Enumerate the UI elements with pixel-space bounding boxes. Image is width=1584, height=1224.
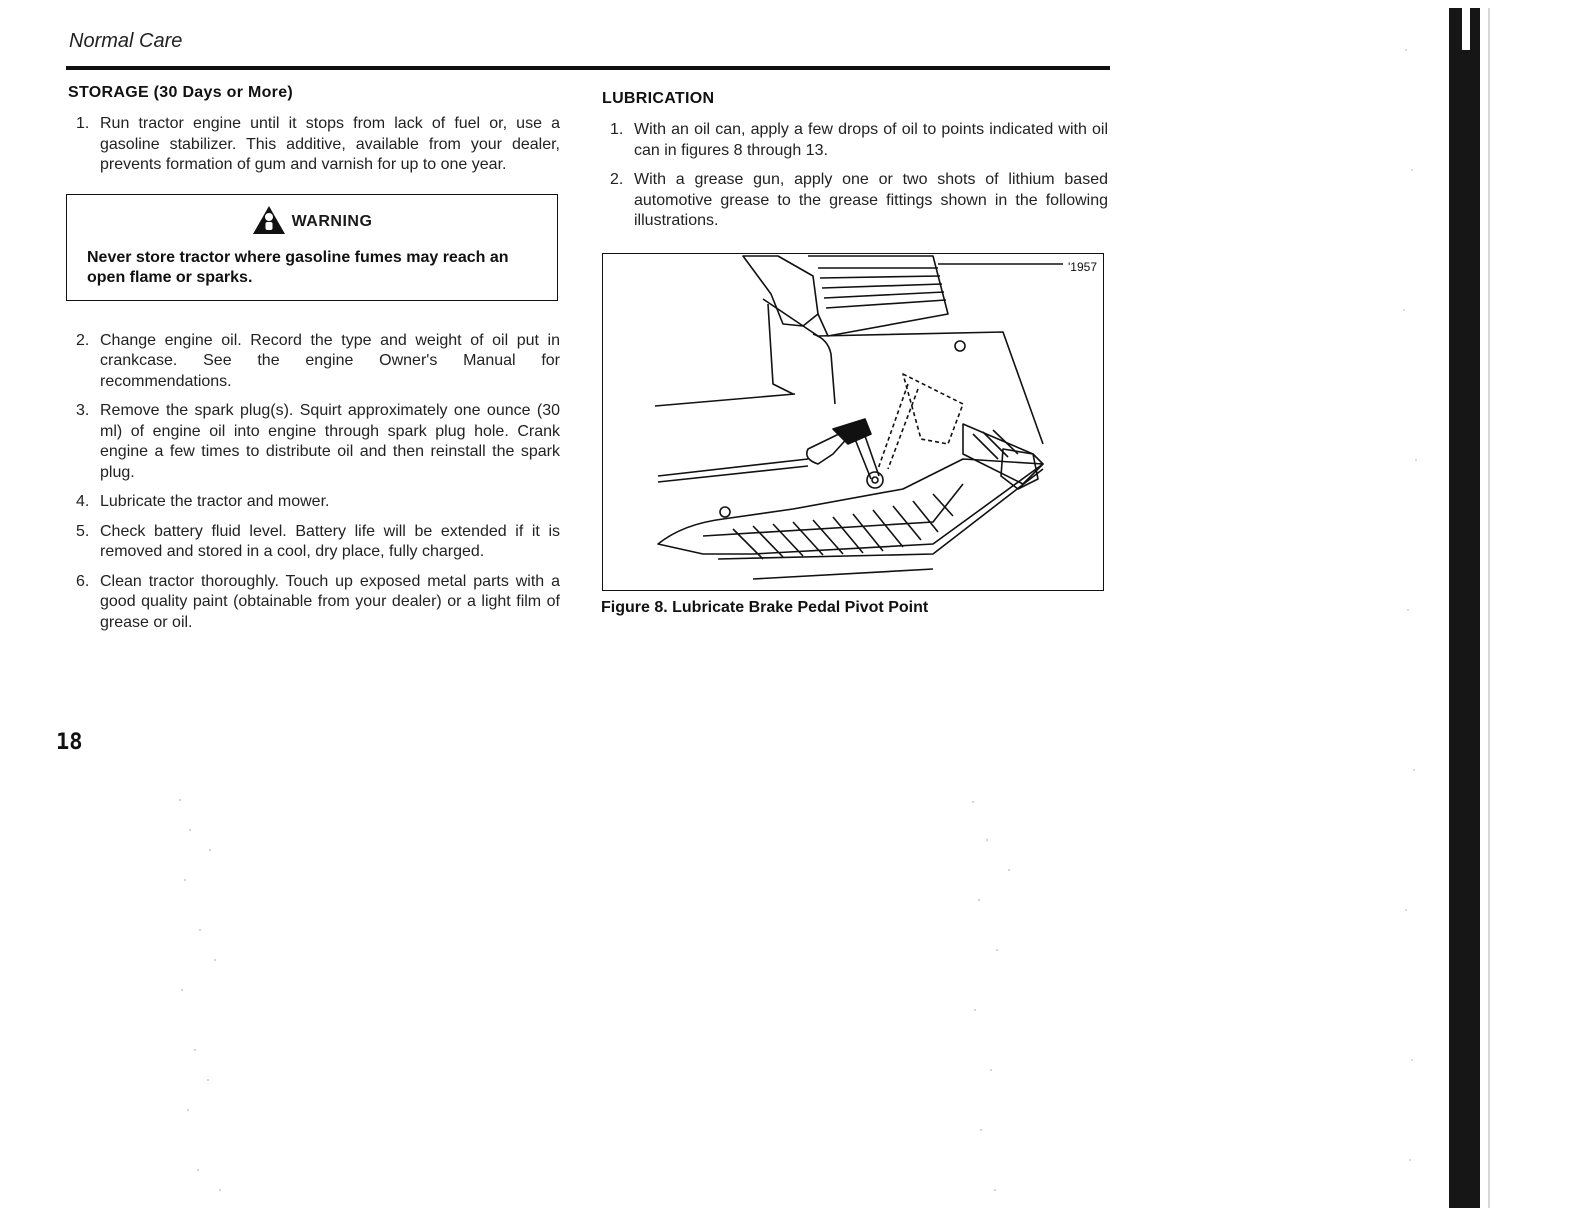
step-text: With a grease gun, apply one or two shots of lithium based automotive grease to the grease fittings shown in the following illustrations. [634, 171, 1108, 229]
list-item [68, 522, 560, 563]
warning-title: WARNING [291, 213, 373, 230]
step-number: 1. [76, 115, 90, 132]
step-text: Check battery fluid level. Battery life will be extended if it is removed and stored in a cool, dry place, fully charged. [100, 522, 560, 560]
list-item [68, 492, 560, 513]
list-item [68, 572, 560, 634]
warning-triangle-icon [252, 205, 286, 240]
scan-edge-line [1488, 8, 1490, 1208]
step-number: 3. [76, 402, 90, 419]
figure-caption: Figure 8. Lubricate Brake Pedal Pivot Point [601, 599, 929, 616]
step-number: 5. [76, 522, 90, 540]
page-number: 18 [56, 730, 83, 755]
page-header: Normal Care [69, 30, 183, 52]
lubrication-heading: LUBRICATION [602, 90, 715, 107]
warning-box [66, 194, 558, 301]
storage-steps-list-continued [68, 331, 560, 634]
storage-section [68, 84, 560, 642]
figure-number: '1957 [1068, 260, 1097, 274]
list-item [68, 114, 560, 176]
lubrication-section [602, 90, 1108, 241]
step-number: 4. [76, 493, 90, 510]
figure-number-value: 1957 [1070, 260, 1097, 274]
step-number: 1. [610, 121, 624, 138]
step-text: With an oil can, apply a few drops of oil to points indicated with oil can in figures 8 through 13. [634, 121, 1108, 159]
scan-speckle-right [1398, 10, 1428, 1210]
step-number: 2. [610, 171, 624, 188]
warning-text: Never store tractor where gasoline fumes may reach an open flame or sparks. [87, 248, 509, 286]
step-text: Change engine oil. Record the type and weight of oil put in crankcase. See the engine Owner's Manual for recommendations. [100, 331, 560, 390]
list-item [68, 331, 560, 393]
step-number: 2. [76, 331, 90, 349]
step-text: Clean tractor thoroughly. Touch up exposed metal parts with a good quality paint (obtainable from your dealer) or a light film of grease or oil. [100, 572, 560, 631]
list-item [602, 120, 1108, 161]
step-text: Lubricate the tractor and mower. [100, 493, 330, 510]
list-item [602, 170, 1108, 232]
figure-8-box [602, 253, 1104, 591]
step-number: 6. [76, 572, 90, 590]
header-rule [66, 66, 1110, 70]
scan-speckle-left [170, 790, 240, 1210]
scan-binding-edge [1449, 8, 1480, 1208]
storage-steps-list [68, 114, 560, 176]
list-item [68, 401, 560, 483]
scan-binding-notch [1462, 8, 1470, 50]
step-text: Remove the spark plug(s). Squirt approximately one ounce (30 ml) of engine oil into engine through spark plug hole. Crank engine a few times to distribute oil and then reinstall the spark plug. [100, 402, 560, 481]
scan-speckle-center [965, 790, 1035, 1210]
storage-heading: STORAGE (30 Days or More) [68, 84, 294, 101]
warning-title-row [87, 205, 537, 240]
lubrication-steps-list [602, 120, 1108, 232]
brake-pedal-pivot-illustration [603, 254, 1103, 590]
step-text: Run tractor engine until it stops from lack of fuel or, use a gasoline stabilizer. This additive, available from your dealer, prevents formation of gum and varnish for up to one year. [100, 115, 560, 173]
